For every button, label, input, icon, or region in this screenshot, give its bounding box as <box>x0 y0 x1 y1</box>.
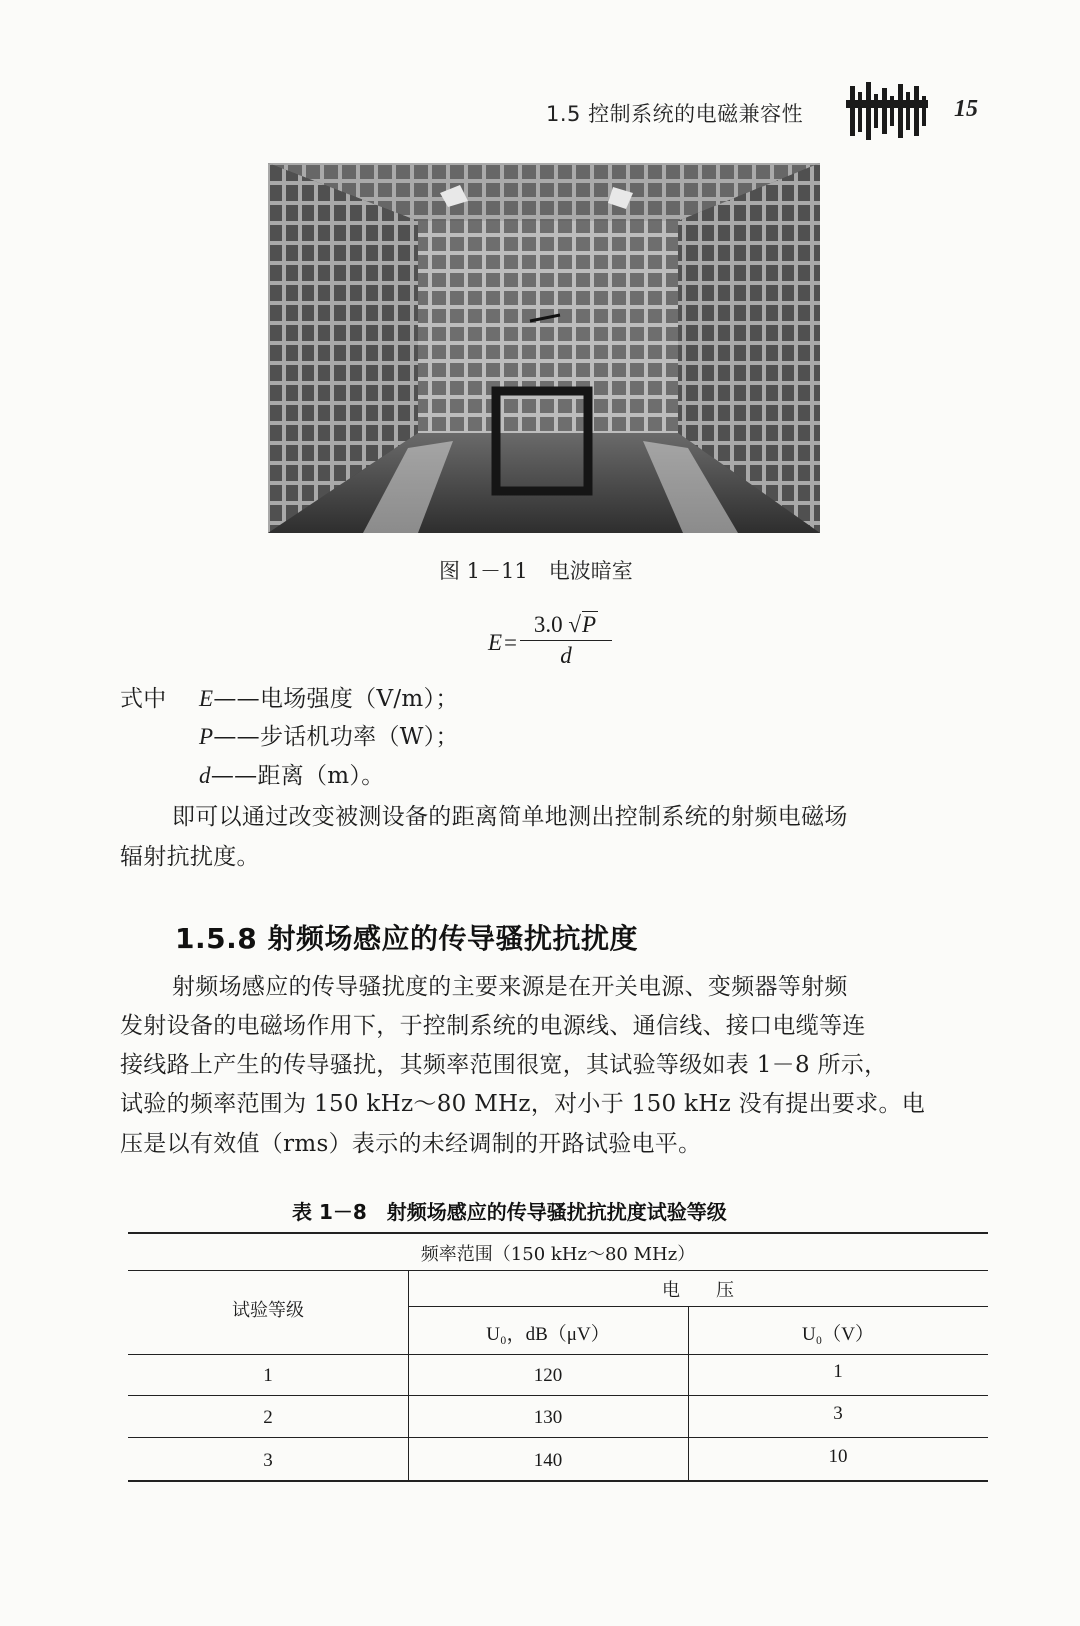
definition-item <box>199 757 385 790</box>
table-header-voltage: 电 压 <box>662 1280 734 1301</box>
page-number: 15 <box>954 96 978 122</box>
table-header-dbuv: U₀，dB（μV） <box>486 1324 610 1345</box>
formula-radicand: P <box>582 612 597 637</box>
definition-symbol: E <box>199 686 214 711</box>
table-cell-level: 2 <box>263 1407 273 1428</box>
test-level-table <box>128 1232 988 1502</box>
formula-denominator: d <box>560 643 572 668</box>
figure-caption: 图 1－11 电波暗室 <box>439 559 633 583</box>
paragraph-line: 试验的频率范围为 150 kHz～80 MHz，对小于 150 kHz 没有提出要求。电 <box>120 1091 926 1117</box>
definition-symbol: d <box>199 763 211 788</box>
table-rule <box>128 1395 988 1396</box>
table-header-frequency: 频率范围（150 kHz～80 MHz） <box>420 1244 696 1265</box>
definition-text: ——步话机功率（W）； <box>213 724 459 750</box>
table-header-volts: U₀（V） <box>801 1324 875 1345</box>
waveform-icon <box>846 82 928 140</box>
paragraph-line: 接线路上产生的传导骚扰，其频率范围很宽，其试验等级如表 1－8 所示， <box>120 1052 888 1078</box>
definition-item <box>199 680 459 713</box>
anechoic-chamber-photo <box>268 163 820 533</box>
table-rule <box>128 1437 988 1438</box>
table-cell-db: 130 <box>533 1407 563 1428</box>
table-rule <box>408 1306 988 1307</box>
table-caption: 表 1－8 射频场感应的传导骚扰抗扰度试验等级 <box>292 1200 727 1224</box>
formula <box>488 612 618 674</box>
table-rule <box>128 1480 988 1482</box>
table-cell-db: 120 <box>533 1365 563 1386</box>
definition-text: ——电场强度（V/m）； <box>213 686 459 712</box>
table-cell-volts: 1 <box>833 1361 843 1382</box>
equals-sign: = <box>504 630 517 655</box>
running-header-title: 1.5 控制系统的电磁兼容性 <box>546 102 804 126</box>
paragraph-line: 压是以有效值（rms）表示的未经调制的开路试验电平。 <box>120 1131 702 1157</box>
formula-numerator <box>520 612 612 641</box>
table-cell-volts: 3 <box>833 1403 843 1424</box>
sqrt-icon: √ <box>568 612 582 637</box>
table-rule <box>128 1354 988 1355</box>
paragraph-line: 发射设备的电磁场作用下，于控制系统的电源线、通信线、接口电缆等连 <box>120 1013 866 1039</box>
paragraph-line: 射频场感应的传导骚扰度的主要来源是在开关电源、变频器等射频 <box>172 974 848 1000</box>
table-cell-db: 140 <box>533 1450 563 1471</box>
formula-lhs: E <box>488 630 503 655</box>
table-rule <box>128 1270 988 1271</box>
table-cell-level: 1 <box>263 1365 273 1386</box>
formula-coefficient: 3.0 <box>533 612 563 637</box>
definition-item <box>199 718 459 751</box>
formula-fraction <box>520 612 612 669</box>
table-rule <box>128 1232 988 1234</box>
table-cell-volts: 10 <box>828 1446 848 1467</box>
table-header-level: 试验等级 <box>232 1300 304 1321</box>
paragraph-line: 即可以通过改变被测设备的距离简单地测出控制系统的射频电磁场 <box>172 804 848 830</box>
section-heading: 1.5.8 射频场感应的传导骚扰抗扰度 <box>175 922 638 955</box>
table-cell-level: 3 <box>263 1450 273 1471</box>
definition-symbol: P <box>199 724 214 749</box>
paragraph-line: 辐射抗扰度。 <box>120 844 260 870</box>
definitions-prefix: 式中 <box>120 686 167 712</box>
definition-text: ——距离（m）。 <box>210 763 385 789</box>
